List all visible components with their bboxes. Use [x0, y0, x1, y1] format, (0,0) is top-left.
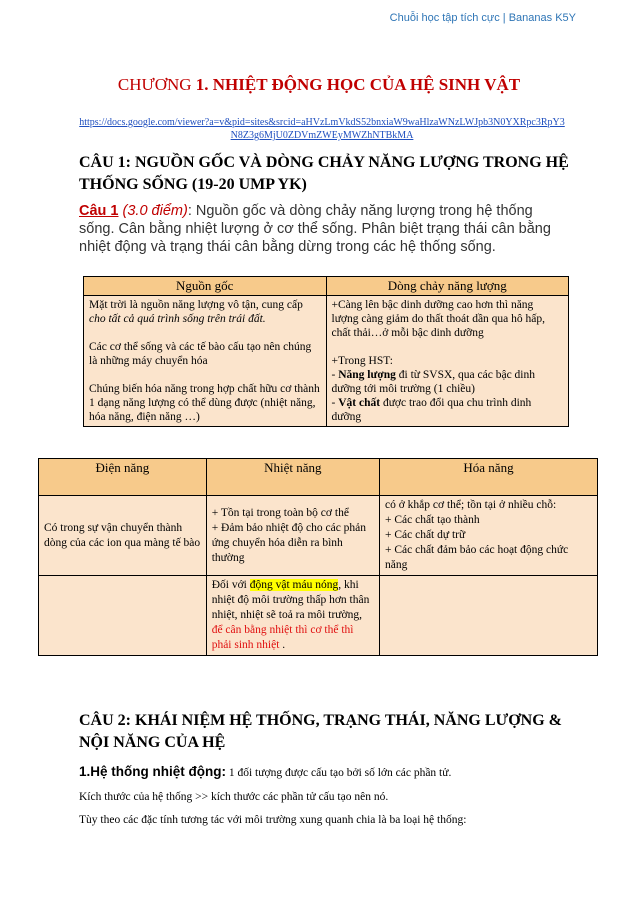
thermal-line1: + Tồn tại trong toàn bộ cơ thể: [211, 506, 349, 519]
flow-p4-bold: Vật chất: [338, 397, 381, 409]
table2-header-thermal: Nhiệt năng: [206, 459, 379, 496]
thermal-cell: [206, 496, 379, 576]
thermal-note-a: Đối với: [211, 579, 250, 591]
flow-p3-dash: -: [331, 369, 339, 381]
thermal-note-red: để cân bằng nhiệt thì cơ thể thì phải sinh nhiệt: [211, 624, 354, 651]
system-definition: [79, 764, 579, 781]
chapter-prefix: CHƯƠNG: [117, 75, 196, 94]
table2-row-2: [39, 576, 598, 656]
section1-heading-line1: CÂU 1: NGUỒN GỐC VÀ DÒNG CHẢY NĂNG LƯỢNG TRONG HỆ: [79, 154, 569, 171]
chemical-line3: + Các chất dự trữ: [384, 529, 466, 541]
origin-p2: Các cơ thể sống và các tế bào cấu tạo nên chúng là những máy chuyển hóa: [89, 341, 312, 367]
system-subheading: 1.Hệ thống nhiệt động:: [79, 764, 226, 779]
table2-header-row: [39, 459, 598, 496]
origin-p1-italic: cho tất cả quá trình sống trên trái đất.: [89, 313, 266, 325]
empty-cell-left: [39, 576, 207, 656]
section2-heading-line1: CÂU 2: KHÁI NIỆM HỆ THỐNG, TRẠNG THÁI, NĂNG LƯỢNG &: [79, 712, 562, 729]
energy-types-table: [38, 458, 598, 656]
chapter-title: [0, 75, 638, 95]
thermal-note-e: .: [279, 639, 286, 651]
origin-p1-text: Mặt trời là nguồn năng lượng vô tận, cung cấp: [89, 299, 303, 311]
flow-p4-dash: -: [331, 397, 339, 409]
flow-p3-text: đi từ SVSX, qua các bậc dinh dưỡng tới môi trường (1 chiều): [331, 369, 536, 395]
table1-flow-cell: [326, 296, 569, 427]
table2-row-1: [39, 496, 598, 576]
section1-heading: [79, 152, 569, 196]
origin-p3: Chúng biến hóa năng trong hợp chất hữu cơ thành 1 dạng năng lượng có thể dùng được (nhiệt năng, hóa năng, điện năng …): [89, 383, 320, 423]
origin-flow-table: [83, 276, 569, 427]
table1-row: [84, 296, 569, 427]
question-score: (3.0 điểm): [122, 203, 188, 219]
chemical-line2: + Các chất tạo thành: [384, 514, 480, 526]
empty-cell-right: [379, 576, 597, 656]
flow-p3: [332, 368, 564, 396]
flow-p4-text: được trao đổi qua chu trình dinh dưỡng: [331, 397, 532, 423]
flow-p4: [332, 396, 564, 424]
question-excerpt: [79, 202, 569, 256]
question-label: Câu 1: [79, 203, 119, 219]
table1-header-flow: Dòng chảy năng lượng: [326, 277, 569, 296]
section2-heading: [79, 710, 569, 754]
flow-p2: +Trong HST:: [331, 355, 393, 367]
table2-header-electric: Điện năng: [39, 459, 207, 496]
system-definition-text: 1 đối tượng được cấu tạo bởi số lớn các phần tử.: [225, 767, 452, 779]
table1-header-origin: Nguồn gốc: [84, 277, 327, 296]
chemical-cell: [379, 496, 597, 576]
system-types-text: Tùy theo các đặc tính tương tác với môi trường xung quanh chia là ba loại hệ thống:: [79, 814, 467, 826]
table1-header-row: [84, 277, 569, 296]
question-text: : Nguồn gốc và dòng chảy năng lượng trong hệ thống sống. Cân bằng nhiệt lượng ở cơ thể sống. Phân biệt trạng thái cân bằng nhiệt động và trạng thái cân bằng dừng trong các hệ thống sống.: [79, 203, 551, 255]
system-size-text: Kích thước của hệ thống >> kích thước các phần tử cấu tạo nên nó.: [79, 791, 389, 803]
page-header: Chuỗi học tập tích cực | Bananas K5Y: [389, 12, 576, 24]
thermal-note-highlight: động vật máu nóng: [249, 579, 339, 591]
thermal-note-c: , khi nhiệt độ môi trường thấp hơn thân nhiệt, nhiệt sẽ toả ra môi trường,: [211, 579, 370, 621]
origin-p1: [89, 298, 321, 326]
chapter-number: 1.: [195, 75, 213, 94]
electric-cell: Có trong sự vận chuyển thành dòng của các ion qua màng tế bào: [39, 496, 207, 576]
flow-p1: +Càng lên bậc dinh dưỡng cao hơn thì năng lượng càng giảm do thất thoát dần qua hô hấp, chất thải…ở mỗi bậc dinh dưỡng: [331, 299, 546, 339]
table1-origin-cell: [84, 296, 327, 427]
chapter-name: NHIỆT ĐỘNG HỌC CỦA HỆ SINH VẬT: [212, 75, 521, 94]
section2-heading-line2: NỘI NĂNG CỦA HỆ: [79, 734, 226, 751]
flow-p3-bold: Năng lượng: [338, 369, 396, 381]
thermal-line2: + Đảm bảo nhiệt độ cho các phản ứng chuyển hóa diễn ra bình thường: [211, 521, 367, 564]
chemical-line4: + Các chất đảm bảo các hoạt động chức năng: [384, 544, 569, 571]
thermal-note-cell: [206, 576, 379, 656]
section1-heading-line2: THỐNG SỐNG (19-20 UMP YK): [79, 176, 307, 193]
chemical-line1: có ở khắp cơ thể; tồn tại ở nhiều chỗ:: [384, 499, 557, 511]
table2-header-chemical: Hóa năng: [379, 459, 597, 496]
source-link[interactable]: https://docs.google.com/viewer?a=v&pid=sites&srcid=aHVzLmVkdS52bnxiaW9waHlzaWNzLWJpb3N0YXRpc3RpY3N8Z3g6MjU0ZDVmZWEyMWZhNTBkMA: [79, 117, 565, 141]
